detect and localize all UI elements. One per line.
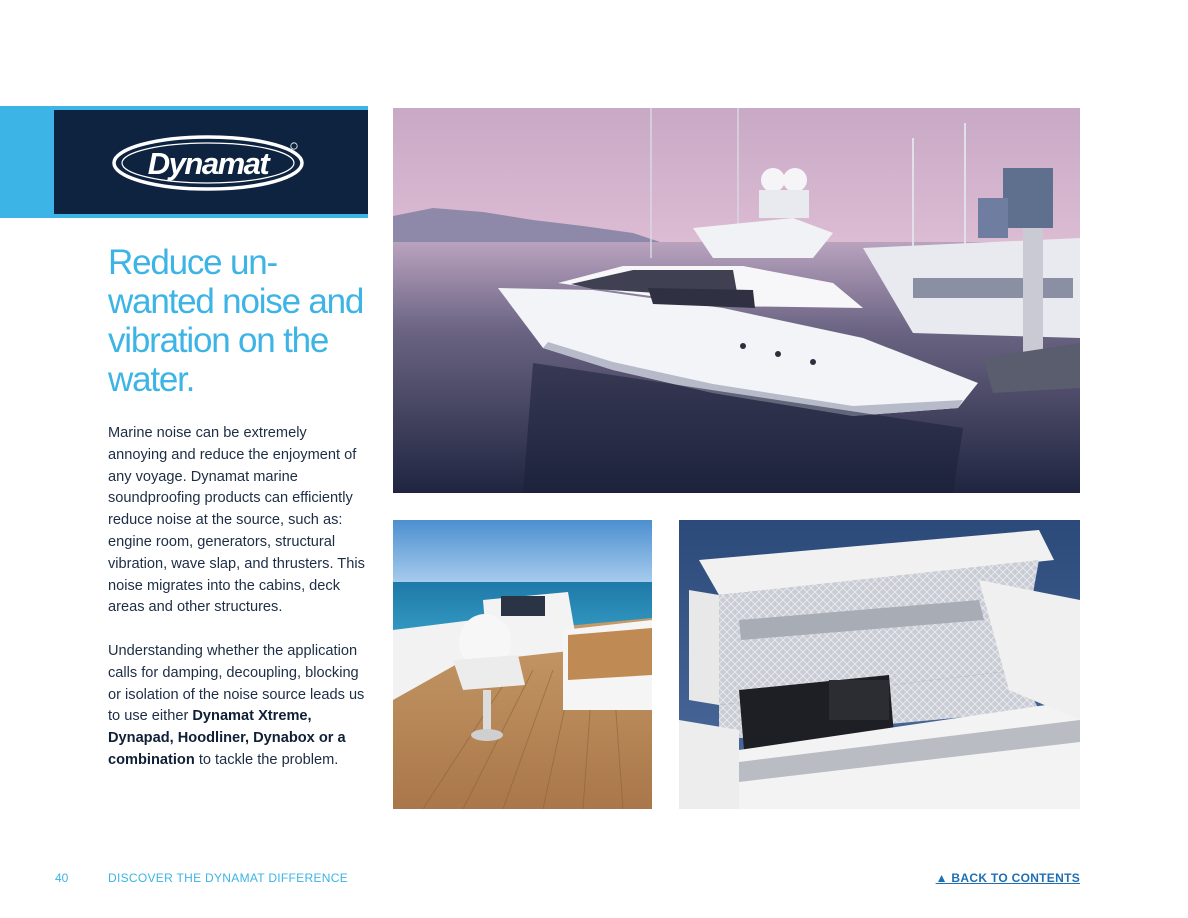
engine-compartment-photo <box>679 520 1080 809</box>
product-list: Dynamat Xtreme, Dynapad, Hoodliner, Dynabox or a combination <box>108 708 346 768</box>
page-number: 40 <box>55 871 69 885</box>
page-headline: Reduce un-wanted noise and vibration on the water. <box>108 243 364 399</box>
body-paragraph-1: Marine noise can be extremely annoying and reduce the enjoyment of any voyage. Dynamat marine soundproofing products can efficiently reduce noise at the source, such as: engine room, generators, structural vibration, wave slap, and thrusters. This noise migrates into the cabins, deck areas and other structures. <box>108 425 365 616</box>
yacht-marina-photo <box>393 108 1080 493</box>
dynamat-logo <box>110 134 306 192</box>
body-copy <box>108 423 370 772</box>
helm-station-photo <box>393 520 652 809</box>
brand-banner <box>0 106 368 218</box>
body-paragraph-2-end: to tackle the problem. <box>194 751 339 768</box>
back-to-contents-link[interactable]: ▲ BACK TO CONTENTS <box>935 871 1080 885</box>
footer-section-title: DISCOVER THE DYNAMAT DIFFERENCE <box>108 871 348 885</box>
svg-text:Dynamat: Dynamat <box>147 146 269 181</box>
body-paragraph-2-intro: Understanding whether the application calls for damping, decoupling, blocking or isolation of the noise source leads us to use either <box>108 642 365 725</box>
body-paragraph-2 <box>108 641 370 772</box>
